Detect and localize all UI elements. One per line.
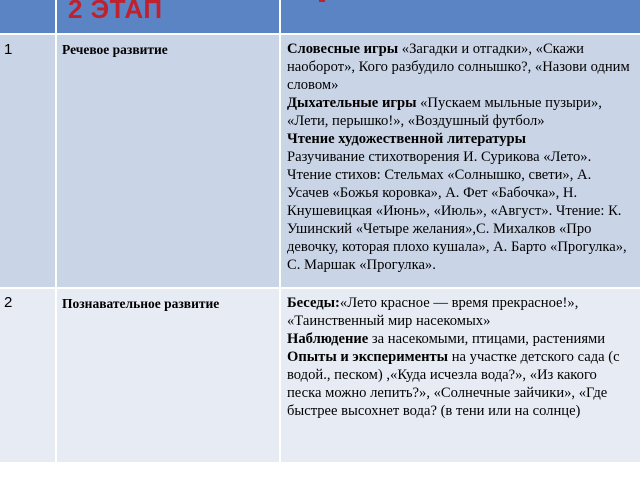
activity-block: Наблюдение за насекомыми, птицами, растениями — [287, 331, 606, 347]
activity-block: Опыты и эксперименты на участке детского сада (с водой., песком) ,«Куда исчезла вода?», «Из какого песка можно лепить?», «Солнечные зайчики», «Где быстрее высохнет вода? (в тени или на солнце) — [287, 349, 620, 419]
header-cell-activities — [280, 0, 640, 34]
row-1-number: 1 — [4, 41, 13, 58]
row-1-activities — [287, 40, 633, 274]
row-1-area-cell — [56, 34, 280, 288]
activity-block: Дыхательные игры «Пускаем мыльные пузыри», «Лети, перышко!», «Воздушный футбол» — [287, 95, 602, 129]
row-2-area-label: Познавательное развитие — [62, 296, 220, 311]
activity-block: Словесные игры «Загадки и отгадки», «Скажи наоборот», Кого разбудило солнышко?, «Назови одним словом» — [287, 41, 630, 93]
row-2-number-cell — [0, 288, 56, 462]
header-cell-number — [0, 0, 56, 34]
grid-line — [55, 0, 57, 462]
row-2-number: 2 — [4, 294, 13, 311]
row-1-area-label: Речевое развитие — [62, 42, 168, 57]
row-2-area-cell — [56, 288, 280, 462]
row-2-activities — [287, 294, 633, 420]
grid-line — [0, 33, 640, 35]
activity-block: Разучивание стихотворения И. Сурикова «Лето». Чтение стихов: Стельмах «Солнышко, свети», А. Усачев «Божья коровка», А. Фет «Бабочка», Н. Кнушевицкая «Июнь», «Июль», «Август». Чтение: К. Ушинский «Четыре желания»,С. Михалков «Про девочку, которая плохо кушала», А. Барто «Прогулка», С. Маршак «Прогулка». — [287, 149, 627, 273]
grid-line — [279, 0, 281, 462]
stage-heading: 2 ЭТАП — [68, 0, 163, 24]
stage-heading-fragment — [318, 0, 326, 14]
activity-block: Беседы:«Лето красное — время прекрасное!», «Таинственный мир насекомых» — [287, 295, 579, 329]
grid-line — [0, 287, 640, 289]
activity-block: Чтение художественной литературы — [287, 131, 527, 147]
row-1-number-cell — [0, 34, 56, 288]
